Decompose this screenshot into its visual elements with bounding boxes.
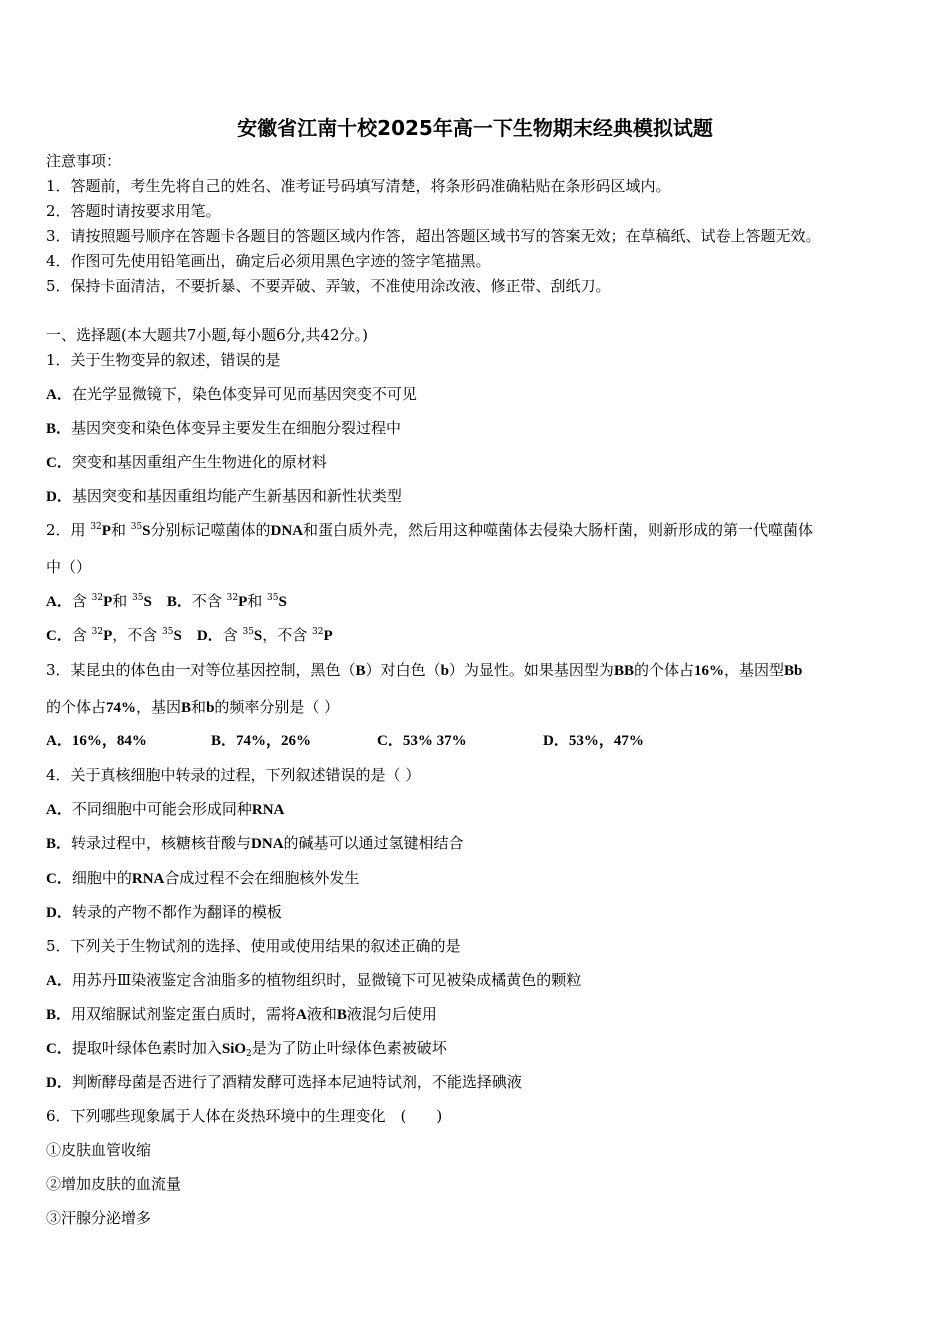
text-segment: 分别标记噬菌体的 xyxy=(150,521,271,539)
text-segment: D． xyxy=(196,628,223,644)
text-line xyxy=(46,151,121,171)
text-segment: 在光学显微镜下，染色体变异可见而基因突变不可见 xyxy=(71,385,417,403)
text-segment xyxy=(152,592,167,610)
text-segment: 的碱基可以通过氢键相结合 xyxy=(283,834,464,852)
text-segment: P xyxy=(101,523,111,539)
text-segment: ，基因型 xyxy=(723,661,784,679)
text-segment: 32 xyxy=(91,593,104,603)
text-segment: 35 xyxy=(242,627,254,637)
text-line xyxy=(46,936,461,956)
text-segment: P xyxy=(323,628,333,644)
text-segment: D． xyxy=(46,1075,72,1091)
text-segment: 3．请按照题号顺序在答题卡各题目的答题区域内作答，超出答题区域书写的答案无效；在草稿纸、试卷上答题无效。 xyxy=(46,227,821,245)
text-line xyxy=(46,591,287,612)
text-line xyxy=(46,868,359,889)
text-segment: 35 xyxy=(130,522,143,532)
text-line xyxy=(46,697,339,718)
text-segment: BB xyxy=(613,663,634,679)
text-segment: 用苏丹Ⅲ染液鉴定含油脂多的植物组织时，显微镜下可见被染成橘黄色的颗粒 xyxy=(71,971,582,989)
text-segment: ）对白色（ xyxy=(365,661,441,679)
text-line xyxy=(46,176,671,196)
text-segment: D． xyxy=(46,905,72,921)
text-segment: P xyxy=(238,594,248,610)
text-segment: B． xyxy=(46,836,72,852)
text-segment: 含 xyxy=(71,626,92,644)
text-segment: 液和 xyxy=(306,1005,337,1023)
text-line xyxy=(46,1072,522,1093)
text-segment: D． xyxy=(46,489,72,505)
text-line xyxy=(46,625,333,646)
text-segment: 基因突变和基因重组均能产生新基因和新性状类型 xyxy=(71,487,402,505)
text-segment: 35 xyxy=(267,593,279,603)
text-segment: 细胞中的 xyxy=(71,869,132,887)
text-segment: 合成过程不会在细胞核外发生 xyxy=(164,869,360,887)
text-segment: 4．作图可先使用铅笔画出，确定后必须用黑色字迹的签字笔描黑。 xyxy=(46,252,491,270)
text-segment: 35 xyxy=(162,627,174,637)
text-line xyxy=(46,350,281,370)
text-line xyxy=(46,970,581,991)
text-segment: DNA xyxy=(251,836,284,852)
text-segment: ③汗腺分泌增多 xyxy=(46,1209,152,1227)
text-segment: ②增加皮肤的血流量 xyxy=(46,1175,182,1193)
text-segment: B xyxy=(355,663,366,679)
text-segment: 和 xyxy=(191,698,207,716)
text-segment xyxy=(406,1107,436,1125)
text-line xyxy=(46,1038,447,1059)
text-segment: 是为了防止叶绿体色素被破坏 xyxy=(251,1039,447,1057)
text-segment: b xyxy=(206,700,215,716)
text-segment: 转录过程中，核糖核苷酸与 xyxy=(71,834,252,852)
text-segment: 注意事项： xyxy=(46,152,122,170)
text-line xyxy=(46,557,91,577)
text-line xyxy=(46,660,802,681)
text-segment: A． xyxy=(46,802,72,818)
text-segment: 的频率分别是（ ） xyxy=(214,698,340,716)
text-segment: 1．答题前，考生先将自己的姓名、准考证号码填写清楚，将条形码准确粘贴在条形码区域内。 xyxy=(46,177,671,195)
text-segment: S xyxy=(253,628,263,644)
text-segment: C． xyxy=(46,628,72,644)
text-line xyxy=(46,486,402,507)
text-segment: 和 xyxy=(112,592,133,610)
text-line xyxy=(46,520,813,541)
text-line xyxy=(46,201,221,221)
text-segment: P xyxy=(103,594,113,610)
text-segment: 2 xyxy=(246,1049,252,1059)
text-segment: A． xyxy=(46,594,72,610)
text-segment: 提取叶绿体色素时加入 xyxy=(71,1039,222,1057)
text-line xyxy=(46,418,401,439)
text-segment: S xyxy=(142,523,151,539)
text-segment: S xyxy=(143,594,152,610)
text-segment: 2．答题时请按要求用笔。 xyxy=(46,202,221,220)
text-segment: S xyxy=(278,594,287,610)
text-segment: B xyxy=(336,1007,347,1023)
q3-option: A．16%，84% xyxy=(46,733,147,749)
text-segment: ）为显性。如果基因型为 xyxy=(448,661,614,679)
text-segment: S xyxy=(173,628,182,644)
text-segment: 液混匀后使用 xyxy=(346,1005,437,1023)
text-segment: C． xyxy=(46,455,72,471)
text-segment: 3．某昆虫的体色由一对等位基因控制，黑色（ xyxy=(46,661,356,679)
text-segment: RNA xyxy=(251,802,285,818)
q3-option: D．53%，47% xyxy=(543,733,644,749)
text-line xyxy=(46,251,491,271)
text-line xyxy=(46,1004,437,1025)
text-segment: B． xyxy=(46,1007,72,1023)
text-line xyxy=(46,384,417,405)
text-segment: RNA xyxy=(131,871,165,887)
text-segment: ，基因 xyxy=(136,698,182,716)
text-segment: 32 xyxy=(312,627,324,637)
text-segment: ，不含 xyxy=(112,626,163,644)
text-segment: 和 xyxy=(110,521,131,539)
text-line xyxy=(46,276,611,296)
text-line xyxy=(46,1208,151,1228)
text-segment: 32 xyxy=(91,627,104,637)
text-segment: B． xyxy=(166,594,192,610)
text-line xyxy=(46,452,327,473)
text-segment xyxy=(182,626,197,644)
text-segment: A xyxy=(296,1007,307,1023)
text-segment: 不含 xyxy=(191,592,227,610)
text-segment: 一、选择题(本大题共7小题,每小题6分,共42分。) xyxy=(46,326,368,344)
text-segment: 2．用 xyxy=(46,521,91,539)
text-segment: SiO xyxy=(221,1041,247,1057)
text-segment: B xyxy=(181,700,192,716)
text-segment: 35 xyxy=(132,593,144,603)
text-line xyxy=(46,1106,442,1126)
text-segment: 转录的产物不都作为翻译的模板 xyxy=(71,903,282,921)
text-segment: B． xyxy=(46,421,72,437)
text-segment: C． xyxy=(46,1041,72,1057)
text-segment: ①皮肤血管收缩 xyxy=(46,1141,152,1159)
text-segment: 不同细胞中可能会形成同种 xyxy=(71,800,252,818)
text-segment: 32 xyxy=(226,593,239,603)
text-segment: 的个体占 xyxy=(633,661,694,679)
text-segment: ) xyxy=(436,1107,443,1125)
text-segment: 74% xyxy=(106,700,137,716)
text-segment: 和 xyxy=(247,592,268,610)
text-segment: 基因突变和染色体变异主要发生在细胞分裂过程中 xyxy=(71,419,402,437)
text-segment: 4．关于真核细胞中转录的过程，下列叙述错误的是（ ） xyxy=(46,766,421,784)
text-segment: 6．下列哪些现象属于人体在炎热环境中的生理变化 ( xyxy=(46,1107,407,1125)
text-segment: 5．保持卡面清洁，不要折暴、不要弄破、弄皱，不准使用涂改液、修正带、刮纸刀。 xyxy=(46,277,611,295)
text-segment: A． xyxy=(46,387,72,403)
text-segment: 含 xyxy=(71,592,92,610)
text-line xyxy=(46,799,284,820)
document-title: 安徽省江南十校2025年高一下生物期末经典模拟试题 xyxy=(237,116,713,140)
q3-option: B．74%，26% xyxy=(211,733,312,749)
text-segment: 判断酵母菌是否进行了酒精发酵可选择本尼迪特试剂，不能选择碘液 xyxy=(71,1073,522,1091)
text-segment: DNA xyxy=(270,523,304,539)
text-segment: P xyxy=(103,628,113,644)
q3-option: C．53% 37% xyxy=(377,733,467,749)
text-line xyxy=(46,765,420,785)
text-segment: ，不含 xyxy=(262,626,313,644)
text-line xyxy=(46,833,464,854)
text-line xyxy=(46,325,368,345)
text-line xyxy=(46,1174,181,1194)
text-segment: 用双缩脲试剂鉴定蛋白质时，需将 xyxy=(71,1005,297,1023)
text-segment: 含 xyxy=(222,626,243,644)
text-segment: 16% xyxy=(693,663,724,679)
text-segment: 1．关于生物变异的叙述，错误的是 xyxy=(46,351,281,369)
text-segment: A． xyxy=(46,973,72,989)
text-segment: 突变和基因重组产生生物进化的原材料 xyxy=(71,453,327,471)
text-segment: 和蛋白质外壳，然后用这种噬菌体去侵染大肠杆菌，则新形成的第一代噬菌体 xyxy=(303,521,814,539)
text-segment: b xyxy=(440,663,449,679)
text-segment: C． xyxy=(46,871,72,887)
text-line xyxy=(46,902,282,923)
text-line xyxy=(46,1140,151,1160)
text-segment: 的个体占 xyxy=(46,698,107,716)
text-segment: 32 xyxy=(90,522,102,532)
text-segment: Bb xyxy=(783,663,803,679)
text-line xyxy=(46,226,821,246)
text-segment: 中（） xyxy=(46,558,92,576)
text-segment: 5．下列关于生物试剂的选择、使用或使用结果的叙述正确的是 xyxy=(46,937,461,955)
